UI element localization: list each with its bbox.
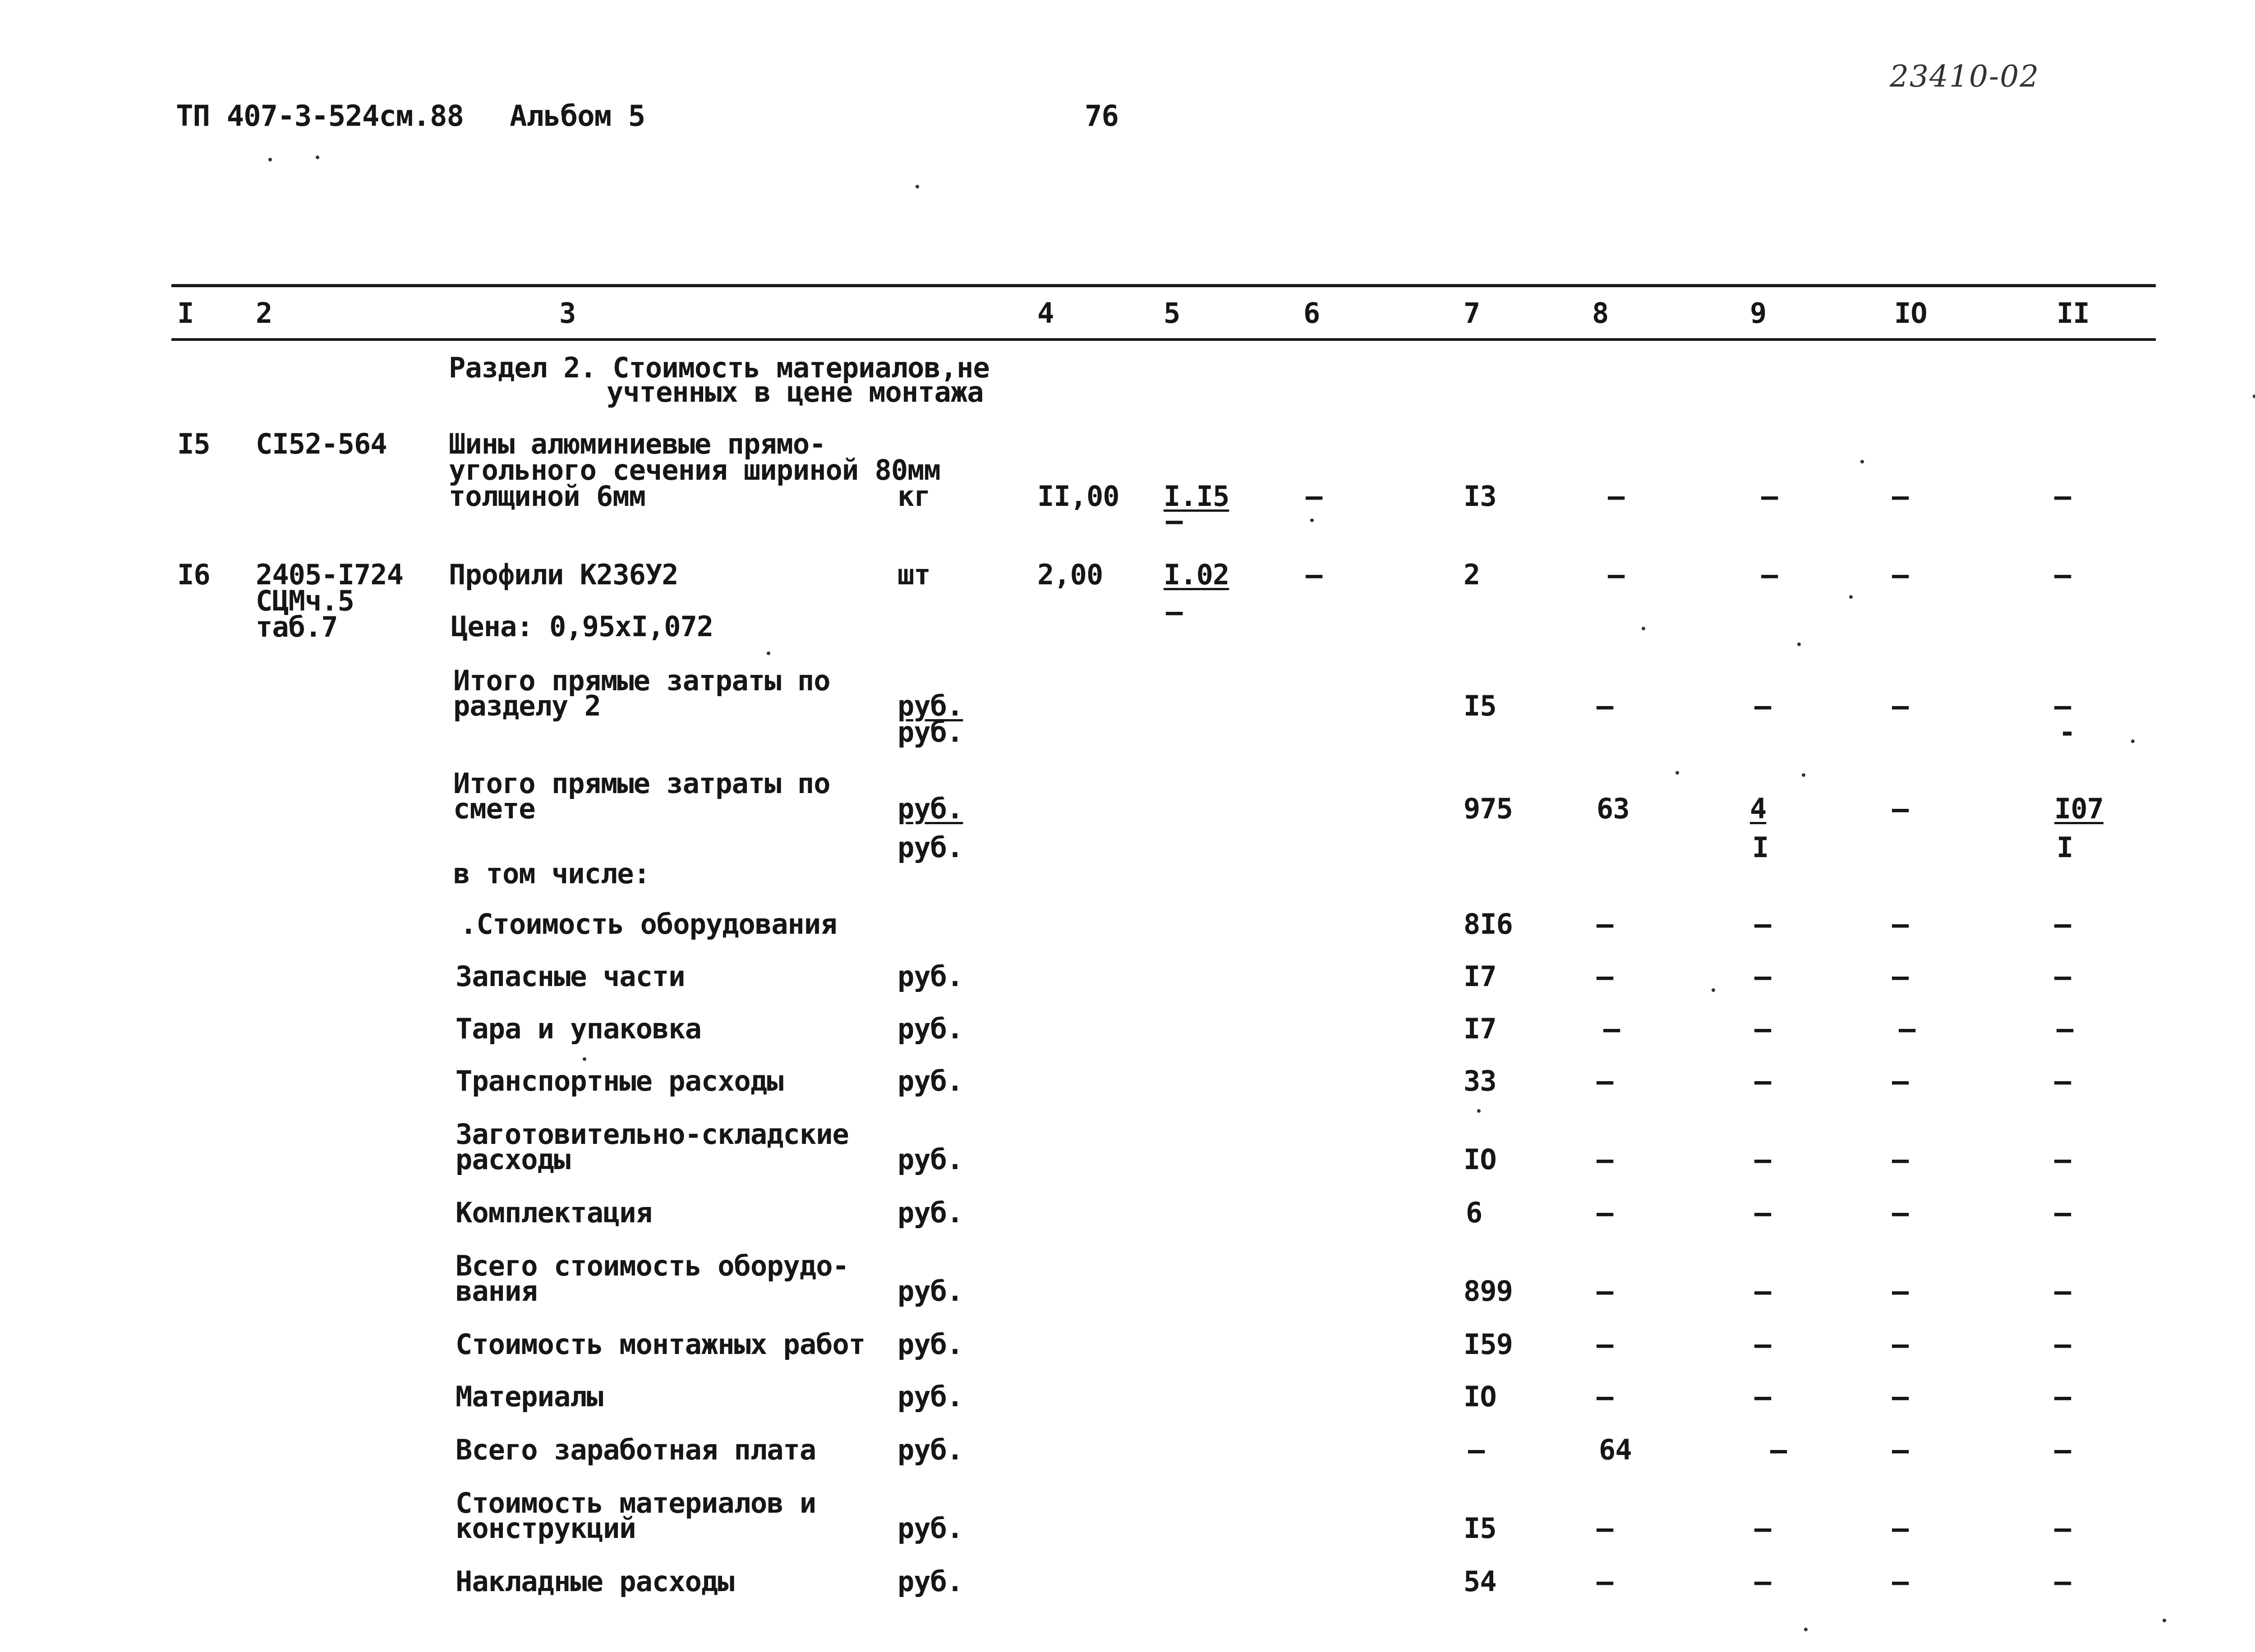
row-name-line3: толщиной 6мм — [449, 480, 645, 513]
cell-col10: – — [1892, 1380, 1909, 1413]
row-unit-price-dash: – — [1166, 504, 1183, 537]
cell-col8: – — [1608, 480, 1625, 513]
row-name: Профили К236У2 — [449, 558, 678, 591]
cell-col8: – — [1597, 1512, 1613, 1545]
scan-speck — [268, 158, 272, 161]
row-label: .Стоимость оборудования — [460, 908, 837, 941]
row-name-line1: Шины алюминиевые прямо- — [449, 427, 826, 460]
cell-col9: – — [1754, 1512, 1771, 1545]
cell-col11: – — [2054, 960, 2071, 993]
document-code: ТП 407-3-524см.88 — [176, 100, 464, 133]
cell-col7: 6 — [1466, 1196, 1482, 1229]
cell-col7: I5 — [1463, 1512, 1496, 1545]
row-unit: кг — [897, 480, 930, 513]
cell-col10: – — [1892, 1065, 1909, 1097]
cell-col6: – — [1306, 480, 1322, 513]
row-unit-price-dash: – — [1166, 595, 1183, 628]
col-header-7: 7 — [1463, 297, 1480, 330]
scan-speck — [583, 1057, 586, 1061]
cell-col8: – — [1597, 1275, 1613, 1308]
cell-col7: I7 — [1463, 1012, 1496, 1045]
col-header-9: 9 — [1750, 297, 1767, 330]
row-label: Транспортные расходы — [456, 1065, 783, 1097]
cell-col11-second: I — [2057, 831, 2073, 864]
cell-col8: – — [1597, 1065, 1613, 1097]
cell-col11: – — [2054, 480, 2071, 513]
scan-speck — [1477, 1109, 1481, 1113]
cell-col7: IO — [1463, 1143, 1496, 1176]
cell-col9: – — [1761, 558, 1778, 591]
cell-col10: – — [1892, 1433, 1909, 1466]
row-label-line1: Итого прямые затраты по — [453, 767, 830, 800]
row-unit: руб. — [897, 960, 963, 993]
cell-col11: – — [2054, 689, 2071, 722]
row-unit: руб. — [897, 689, 963, 722]
row-unit: руб. — [897, 792, 963, 825]
cell-col10: – — [1892, 792, 1909, 825]
cell-col10: – — [1892, 1196, 1909, 1229]
row-unit-price: I.I5 — [1164, 480, 1229, 513]
album-label: Альбом 5 — [510, 100, 645, 133]
row-code-line2: СЦМч.5 — [256, 584, 354, 617]
row-label: Накладные расходы — [456, 1565, 734, 1598]
cell-col7: I3 — [1463, 480, 1496, 513]
cell-col9: – — [1754, 1012, 1771, 1045]
row-code: CI52-564 — [256, 427, 387, 460]
cell-col9: 4 — [1750, 792, 1767, 825]
cell-col7: 975 — [1463, 792, 1513, 825]
cell-col10: – — [1892, 1328, 1909, 1361]
cell-col11: – — [2054, 1275, 2071, 1308]
row-number: I5 — [177, 427, 210, 460]
row-unit: руб. — [897, 1065, 963, 1097]
cell-col11: – — [2054, 1196, 2071, 1229]
row-label-line1: Итого прямые затраты по — [453, 664, 830, 697]
cell-col11: – — [2054, 1328, 2071, 1361]
scan-speck — [767, 652, 770, 655]
col-header-4: 4 — [1037, 297, 1054, 330]
scan-speck — [1642, 627, 1645, 630]
cell-col10: – — [1899, 1012, 1915, 1045]
row-label-line2: разделу 2 — [453, 689, 601, 722]
scan-speck — [1804, 1628, 1808, 1631]
cell-col8: – — [1597, 960, 1613, 993]
cell-col10: – — [1892, 1565, 1909, 1598]
cell-col10: – — [1892, 908, 1909, 941]
cell-col7: 33 — [1463, 1065, 1496, 1097]
row-label: Материалы — [456, 1380, 603, 1413]
cell-col11: – — [2054, 1565, 2071, 1598]
cell-col10: – — [1892, 1143, 1909, 1176]
cell-col9: – — [1754, 1565, 1771, 1598]
row-quantity: 2,00 — [1037, 558, 1103, 591]
scan-speck — [316, 156, 319, 159]
col-header-1: I — [177, 297, 194, 330]
cell-col8: – — [1597, 1196, 1613, 1229]
cell-col9: – — [1754, 1196, 1771, 1229]
cell-col11: – — [2054, 1433, 2071, 1466]
cell-col8: – — [1603, 1012, 1620, 1045]
cell-col10: – — [1892, 689, 1909, 722]
cell-col7: I5 — [1463, 689, 1496, 722]
row-number: I6 — [177, 558, 210, 591]
row-unit: руб. — [897, 1143, 963, 1176]
cell-col11: – — [2054, 1143, 2071, 1176]
row-label: Стоимость монтажных работ — [456, 1328, 865, 1361]
col-header-8: 8 — [1592, 297, 1609, 330]
row-code-line3: таб.7 — [256, 610, 338, 643]
row-label-line2: смете — [453, 792, 535, 825]
row-code-line1: 2405-I724 — [256, 558, 403, 591]
scan-speck — [1675, 771, 1679, 775]
row-label-line1: Стоимость материалов и — [456, 1487, 816, 1519]
cell-col10: – — [1892, 1512, 1909, 1545]
cell-col11: – — [2054, 558, 2071, 591]
cell-col9: – — [1754, 1143, 1771, 1176]
section-title-line2: учтенных в цене монтажа — [607, 376, 984, 408]
scan-speck — [2163, 1619, 2166, 1622]
cell-col11: – — [2054, 1065, 2071, 1097]
cell-col7: 8I6 — [1463, 908, 1513, 941]
cell-col11: – — [2054, 1512, 2071, 1545]
cell-col11: – — [2054, 1380, 2071, 1413]
row-label-line2: расходы — [456, 1143, 571, 1176]
cell-col7: – — [1468, 1433, 1485, 1466]
row-unit: руб. — [897, 1380, 963, 1413]
scan-speck — [1310, 519, 1314, 522]
row-unit: шт — [897, 558, 930, 591]
row-unit: руб. — [897, 1565, 963, 1598]
cell-col9: – — [1754, 1328, 1771, 1361]
cell-col7: I59 — [1463, 1328, 1513, 1361]
handwritten-code: 23410-02 — [1890, 59, 2040, 94]
col-header-6: 6 — [1303, 297, 1320, 330]
including-label: в том числе: — [453, 857, 650, 890]
cell-col8: – — [1597, 1143, 1613, 1176]
cell-col8: 63 — [1597, 792, 1629, 825]
row-unit: руб. — [897, 1512, 963, 1545]
scan-speck — [2131, 739, 2135, 743]
col-header-11: II — [2057, 297, 2089, 330]
cell-col11: – — [2054, 908, 2071, 941]
row-label-line1: Заготовительно-складские — [456, 1118, 849, 1151]
table-header-rule — [171, 338, 2156, 341]
row-label: Тара и упаковка — [456, 1012, 701, 1045]
cell-col7: 54 — [1463, 1565, 1496, 1598]
cell-col8: – — [1597, 1565, 1613, 1598]
cell-col9: – — [1754, 689, 1771, 722]
row-label: Запасные части — [456, 960, 685, 993]
cell-col6: – — [1306, 558, 1322, 591]
row-label: Комплектация — [456, 1196, 652, 1229]
scan-speck — [2253, 395, 2255, 398]
row-label-line2: конструкций — [456, 1512, 636, 1545]
cell-col10: – — [1892, 558, 1909, 591]
scan-speck — [1849, 595, 1853, 599]
cell-col8: – — [1597, 689, 1613, 722]
row-label-line2: вания — [456, 1275, 538, 1308]
table-top-rule — [171, 284, 2156, 287]
cell-col7: 2 — [1463, 558, 1480, 591]
cell-col8: 64 — [1599, 1433, 1632, 1466]
cell-col8: – — [1597, 908, 1613, 941]
price-note: Цена: 0,95хI,072 — [451, 610, 713, 643]
section-title-line1: Раздел 2. Стоимость материалов,не — [449, 351, 989, 384]
row-label: Всего заработная плата — [456, 1433, 816, 1466]
cell-col9: – — [1754, 960, 1771, 993]
cell-col9: – — [1761, 480, 1778, 513]
row-unit: руб. — [897, 1328, 963, 1361]
cell-col11: I07 — [2054, 792, 2103, 825]
cell-col8: – — [1597, 1328, 1613, 1361]
row-unit: руб. — [897, 1433, 963, 1466]
scan-speck — [1860, 460, 1864, 463]
row-unit: руб. — [897, 1012, 963, 1045]
cell-col10: – — [1892, 960, 1909, 993]
row-unit-second: руб. — [897, 831, 963, 864]
scan-speck — [1712, 988, 1715, 992]
cell-col9: – — [1754, 1380, 1771, 1413]
scan-speck — [1797, 642, 1801, 646]
cell-col8: – — [1597, 1380, 1613, 1413]
row-unit-price: I.02 — [1164, 558, 1229, 591]
scan-speck — [1802, 773, 1805, 777]
col-header-3: 3 — [559, 297, 576, 330]
row-name-line2: угольного сечения шириной 80мм — [449, 454, 940, 486]
cell-col10: – — [1892, 480, 1909, 513]
cell-col11: – — [2057, 1012, 2073, 1045]
cell-col8: – — [1608, 558, 1625, 591]
row-quantity: II,00 — [1037, 480, 1119, 513]
col-header-5: 5 — [1164, 297, 1180, 330]
cell-col9-second: I — [1752, 831, 1769, 864]
cell-col9: – — [1754, 1275, 1771, 1308]
cell-col11-second: - — [2059, 716, 2076, 748]
row-unit: руб. — [897, 1196, 963, 1229]
cell-col10: – — [1892, 1275, 1909, 1308]
cell-col7: IO — [1463, 1380, 1496, 1413]
row-unit-second: руб. — [897, 716, 963, 748]
scan-speck — [916, 185, 919, 188]
cell-col9: – — [1770, 1433, 1787, 1466]
row-unit: руб. — [897, 1275, 963, 1308]
cell-col9: – — [1754, 1065, 1771, 1097]
cell-col9: – — [1754, 908, 1771, 941]
cell-col7: I7 — [1463, 960, 1496, 993]
page-number: 76 — [1085, 100, 1119, 133]
row-label-line1: Всего стоимость оборудо- — [456, 1249, 849, 1282]
col-header-10: IO — [1894, 297, 1927, 330]
cell-col7: 899 — [1463, 1275, 1513, 1308]
col-header-2: 2 — [256, 297, 272, 330]
